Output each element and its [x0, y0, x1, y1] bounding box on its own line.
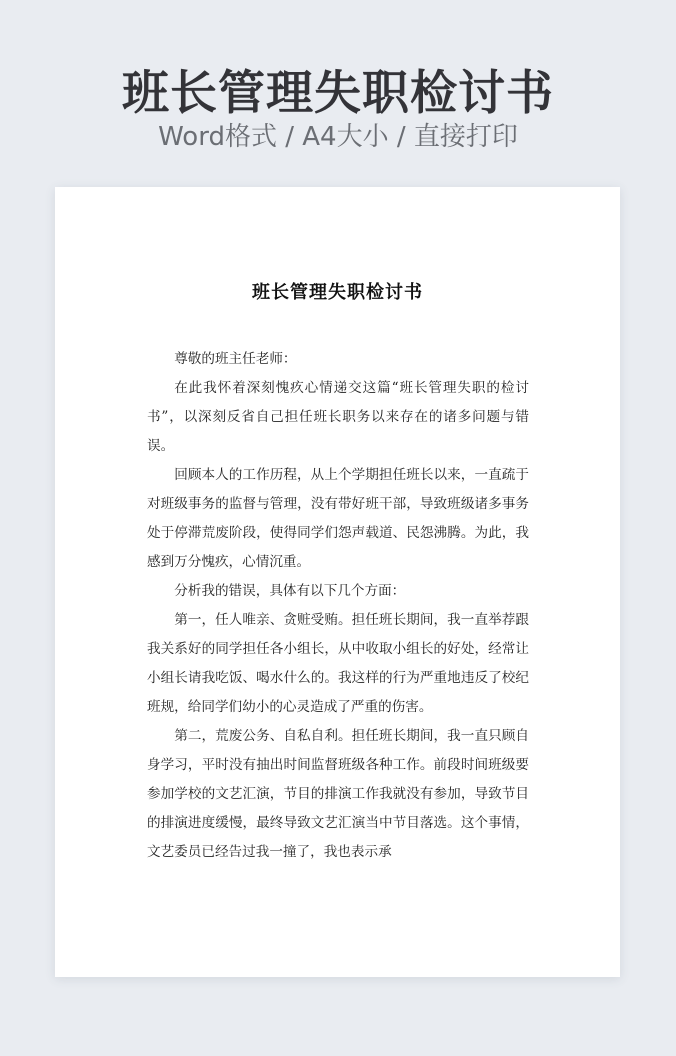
banner-title: 班长管理失职检讨书 — [122, 66, 554, 121]
body-paragraph: 分析我的错误，具体有以下几个方面： — [174, 583, 406, 599]
salutation-paragraph: 尊敬的班主任老师： — [174, 351, 297, 367]
body-paragraph: 在此我怀着深刻愧疚心情递交这篇“班长管理失职的检讨书”，以深刻反省自己担任班长职务以来存在的诸多问题与错误。 — [147, 380, 529, 454]
body-paragraph: 第一，任人唯亲、贪赃受贿。担任班长期间，我一直举荐跟我关系好的同学担任各小组长，从中收取小组长的好处，经常让小组长请我吃饭、喝水什么的。我这样的行为严重地违反了校纪班规，给同学们幼小的心灵造成了严重的伤害。 — [147, 612, 529, 715]
body-paragraph: 回顾本人的工作历程，从上个学期担任班长以来，一直疏于对班级事务的监督与管理，没有带好班干部，导致班级诸多事务处于停滞荒废阶段，使得同学们怨声载道、民怨沸腾。为此，我感到万分愧疚，心情沉重。 — [147, 467, 529, 570]
banner-subtitle: Word格式 / A4大小 / 直接打印 — [158, 122, 518, 152]
body-paragraph: 第二，荒废公务、自私自利。担任班长期间，我一直只顾自身学习，平时没有抽出时间监督班级各种工作。前段时间班级要参加学校的文艺汇演，节目的排演工作我就没有参加，导致节目的排演进度缓慢，最终导致文艺汇演当中节目落选。这个事情，文艺委员已经告过我一撞了，我也表示承 — [147, 728, 529, 860]
document-body — [147, 345, 529, 867]
document-page — [55, 187, 620, 977]
document-title: 班长管理失职检讨书 — [252, 282, 423, 303]
